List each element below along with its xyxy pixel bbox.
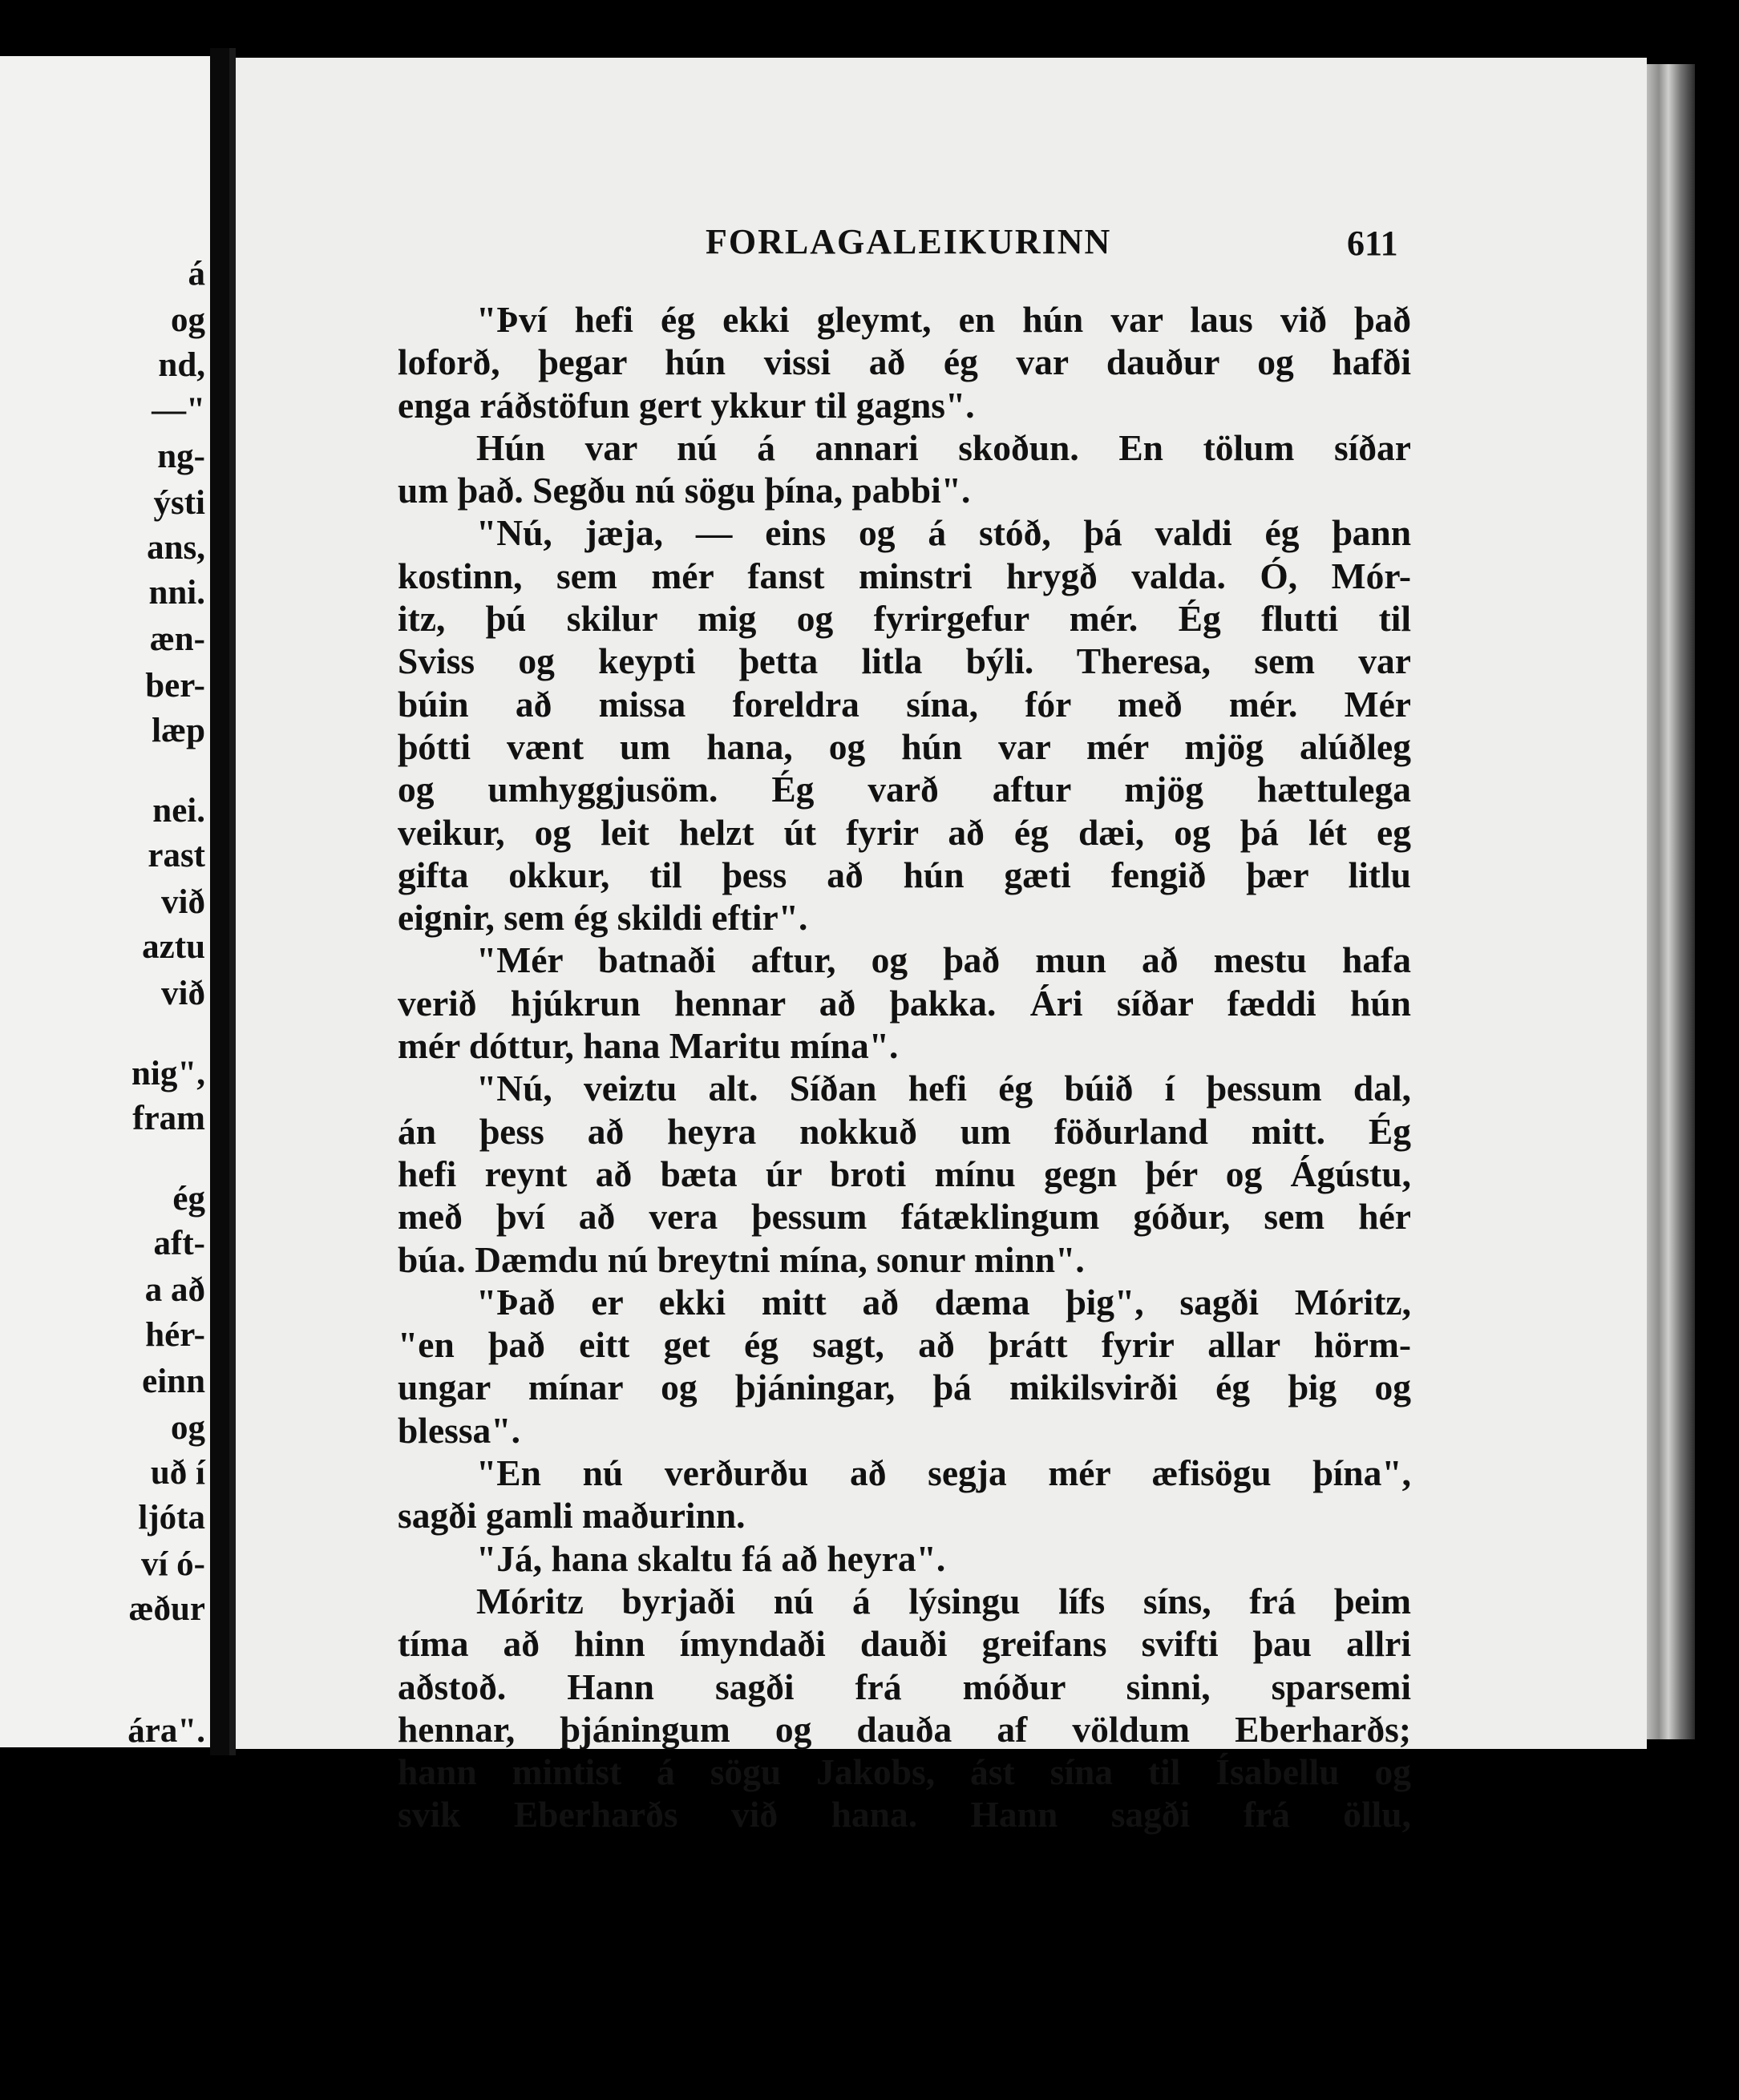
text-line: itz, þú skilur mig og fyrirgefur mér. Ég flutti til: [398, 598, 1411, 640]
text-line: og umhyggjusöm. Ég varð aftur mjög hættulega: [398, 769, 1411, 810]
text-line: veikur, og leit helzt út fyrir að ég dæi, og þá lét eg: [398, 811, 1411, 853]
text-line: verið hjúkrun hennar að þakka. Ári síðar fæddi hún: [398, 982, 1411, 1024]
text-line: aðstoð. Hann sagði frá móður sinni, sparsemi: [398, 1666, 1411, 1707]
text-line: hefi reynt að bæta úr broti mínu gegn þér og Ágústu,: [398, 1153, 1411, 1194]
page-edge: [1647, 64, 1695, 1739]
text-line: eignir, sem ég skildi eftir".: [398, 897, 808, 939]
text-line: "Það er ekki mitt að dæma þig", sagði Móritz,: [476, 1281, 1411, 1323]
text-line: hann mintist á sögu Jakobs, ást sína til Ísabellu og: [398, 1751, 1411, 1793]
text-line: kostinn, sem mér fanst minstri hrygð valda. Ó, Mór-: [398, 555, 1411, 596]
text-line: án þess að heyra nokkuð um föðurland mitt. Ég: [398, 1110, 1411, 1152]
left-page-line: ýsti: [153, 484, 205, 522]
left-page-line: læp: [152, 712, 205, 749]
text-line: Hún var nú á annari skoðun. En tölum síðar: [476, 426, 1411, 468]
left-page-line: rast: [148, 837, 205, 874]
left-page-fragment: [0, 56, 210, 1747]
text-line: sagði gamli maðurinn.: [398, 1495, 746, 1537]
left-page-line: ljóta: [138, 1499, 205, 1537]
left-page-line: —": [152, 391, 205, 429]
left-page-line: og: [171, 1409, 205, 1447]
running-head-title: FORLAGALEIKURINN: [706, 222, 1112, 261]
body-text: [398, 298, 1411, 1836]
left-page-line: ára".: [127, 1712, 205, 1747]
left-page-line: æður: [128, 1590, 205, 1628]
left-page-line: aft-: [153, 1225, 205, 1262]
left-page-line: ber-: [145, 667, 205, 705]
left-page-line: ví ó-: [140, 1545, 205, 1583]
text-line: "en það eitt get ég sagt, að þrátt fyrir allar hörm-: [398, 1324, 1411, 1366]
text-line: enga ráðstöfun gert ykkur til gagns".: [398, 384, 975, 426]
text-line: "Nú, veiztu alt. Síðan hefi ég búið í þessum dal,: [476, 1068, 1411, 1109]
left-page-line: við: [161, 883, 205, 921]
text-line: gifta okkur, til þess að hún gæti fengið þær litlu: [398, 854, 1411, 895]
left-page-line: nei.: [152, 792, 205, 830]
text-line: "Því hefi ég ekki gleymt, en hún var laus við það: [476, 299, 1411, 340]
left-page-line: einn: [142, 1363, 205, 1400]
text-line: svik Eberharðs við hana. Hann sagði frá öllu,: [398, 1794, 1411, 1835]
left-page-line: a að: [144, 1271, 205, 1309]
left-page-line: við: [161, 975, 205, 1012]
text-line: búin að missa foreldra sína, fór með mér. Mér: [398, 683, 1411, 725]
text-line: "Já, hana skaltu fá að heyra".: [476, 1537, 946, 1579]
text-line: með því að vera þessum fátæklingum góður, sem hér: [398, 1196, 1411, 1238]
left-page-line: hér-: [145, 1316, 205, 1354]
text-line: hennar, þjáningum og dauða af völdum Eberharðs;: [398, 1708, 1411, 1750]
text-line: Sviss og keypti þetta litla býli. Theresa, sem var: [398, 640, 1411, 682]
left-page-line: uð í: [150, 1454, 205, 1492]
text-line: ungar mínar og þjáningar, þá mikilsvirði ég þig og: [398, 1367, 1411, 1408]
text-line: Móritz byrjaði nú á lýsingu lífs síns, frá þeim: [476, 1580, 1411, 1621]
left-page-line: æn-: [149, 620, 205, 658]
text-line: loforð, þegar hún vissi að ég var dauður og hafði: [398, 341, 1411, 383]
left-page-line: og: [171, 301, 205, 339]
left-page-line: nig",: [131, 1055, 205, 1092]
page-number: 611: [1347, 224, 1398, 263]
book-spine: [229, 48, 236, 1755]
text-line: búa. Dæmdu nú breytni mína, sonur minn".: [398, 1238, 1085, 1280]
text-line: mér dóttur, hana Maritu mína".: [398, 1025, 899, 1067]
text-line: tíma að hinn ímyndaði dauði greifans svifti þau allri: [398, 1623, 1411, 1665]
text-line: "En nú verðurðu að segja mér æfisögu þína",: [476, 1452, 1411, 1494]
text-line: blessa".: [398, 1409, 520, 1451]
left-page-line: ans,: [147, 529, 205, 567]
left-page-line: ng-: [157, 438, 205, 475]
text-line: um það. Segðu nú sögu þína, pabbi".: [398, 470, 971, 511]
text-line: "Mér batnaði aftur, og það mun að mestu hafa: [476, 939, 1411, 981]
left-page-line: nni.: [148, 574, 205, 612]
book-gutter: [210, 48, 229, 1755]
left-page-line: ég: [172, 1180, 205, 1218]
text-line: þótti vænt um hana, og hún var mér mjög alúðleg: [398, 725, 1411, 767]
left-page-line: á: [188, 255, 205, 293]
text-line: "Nú, jæja, — eins og á stóð, þá valdi ég þann: [476, 512, 1411, 554]
left-page-line: nd,: [158, 346, 205, 384]
left-page-line: aztu: [142, 928, 205, 966]
left-page-line: fram: [132, 1100, 205, 1137]
